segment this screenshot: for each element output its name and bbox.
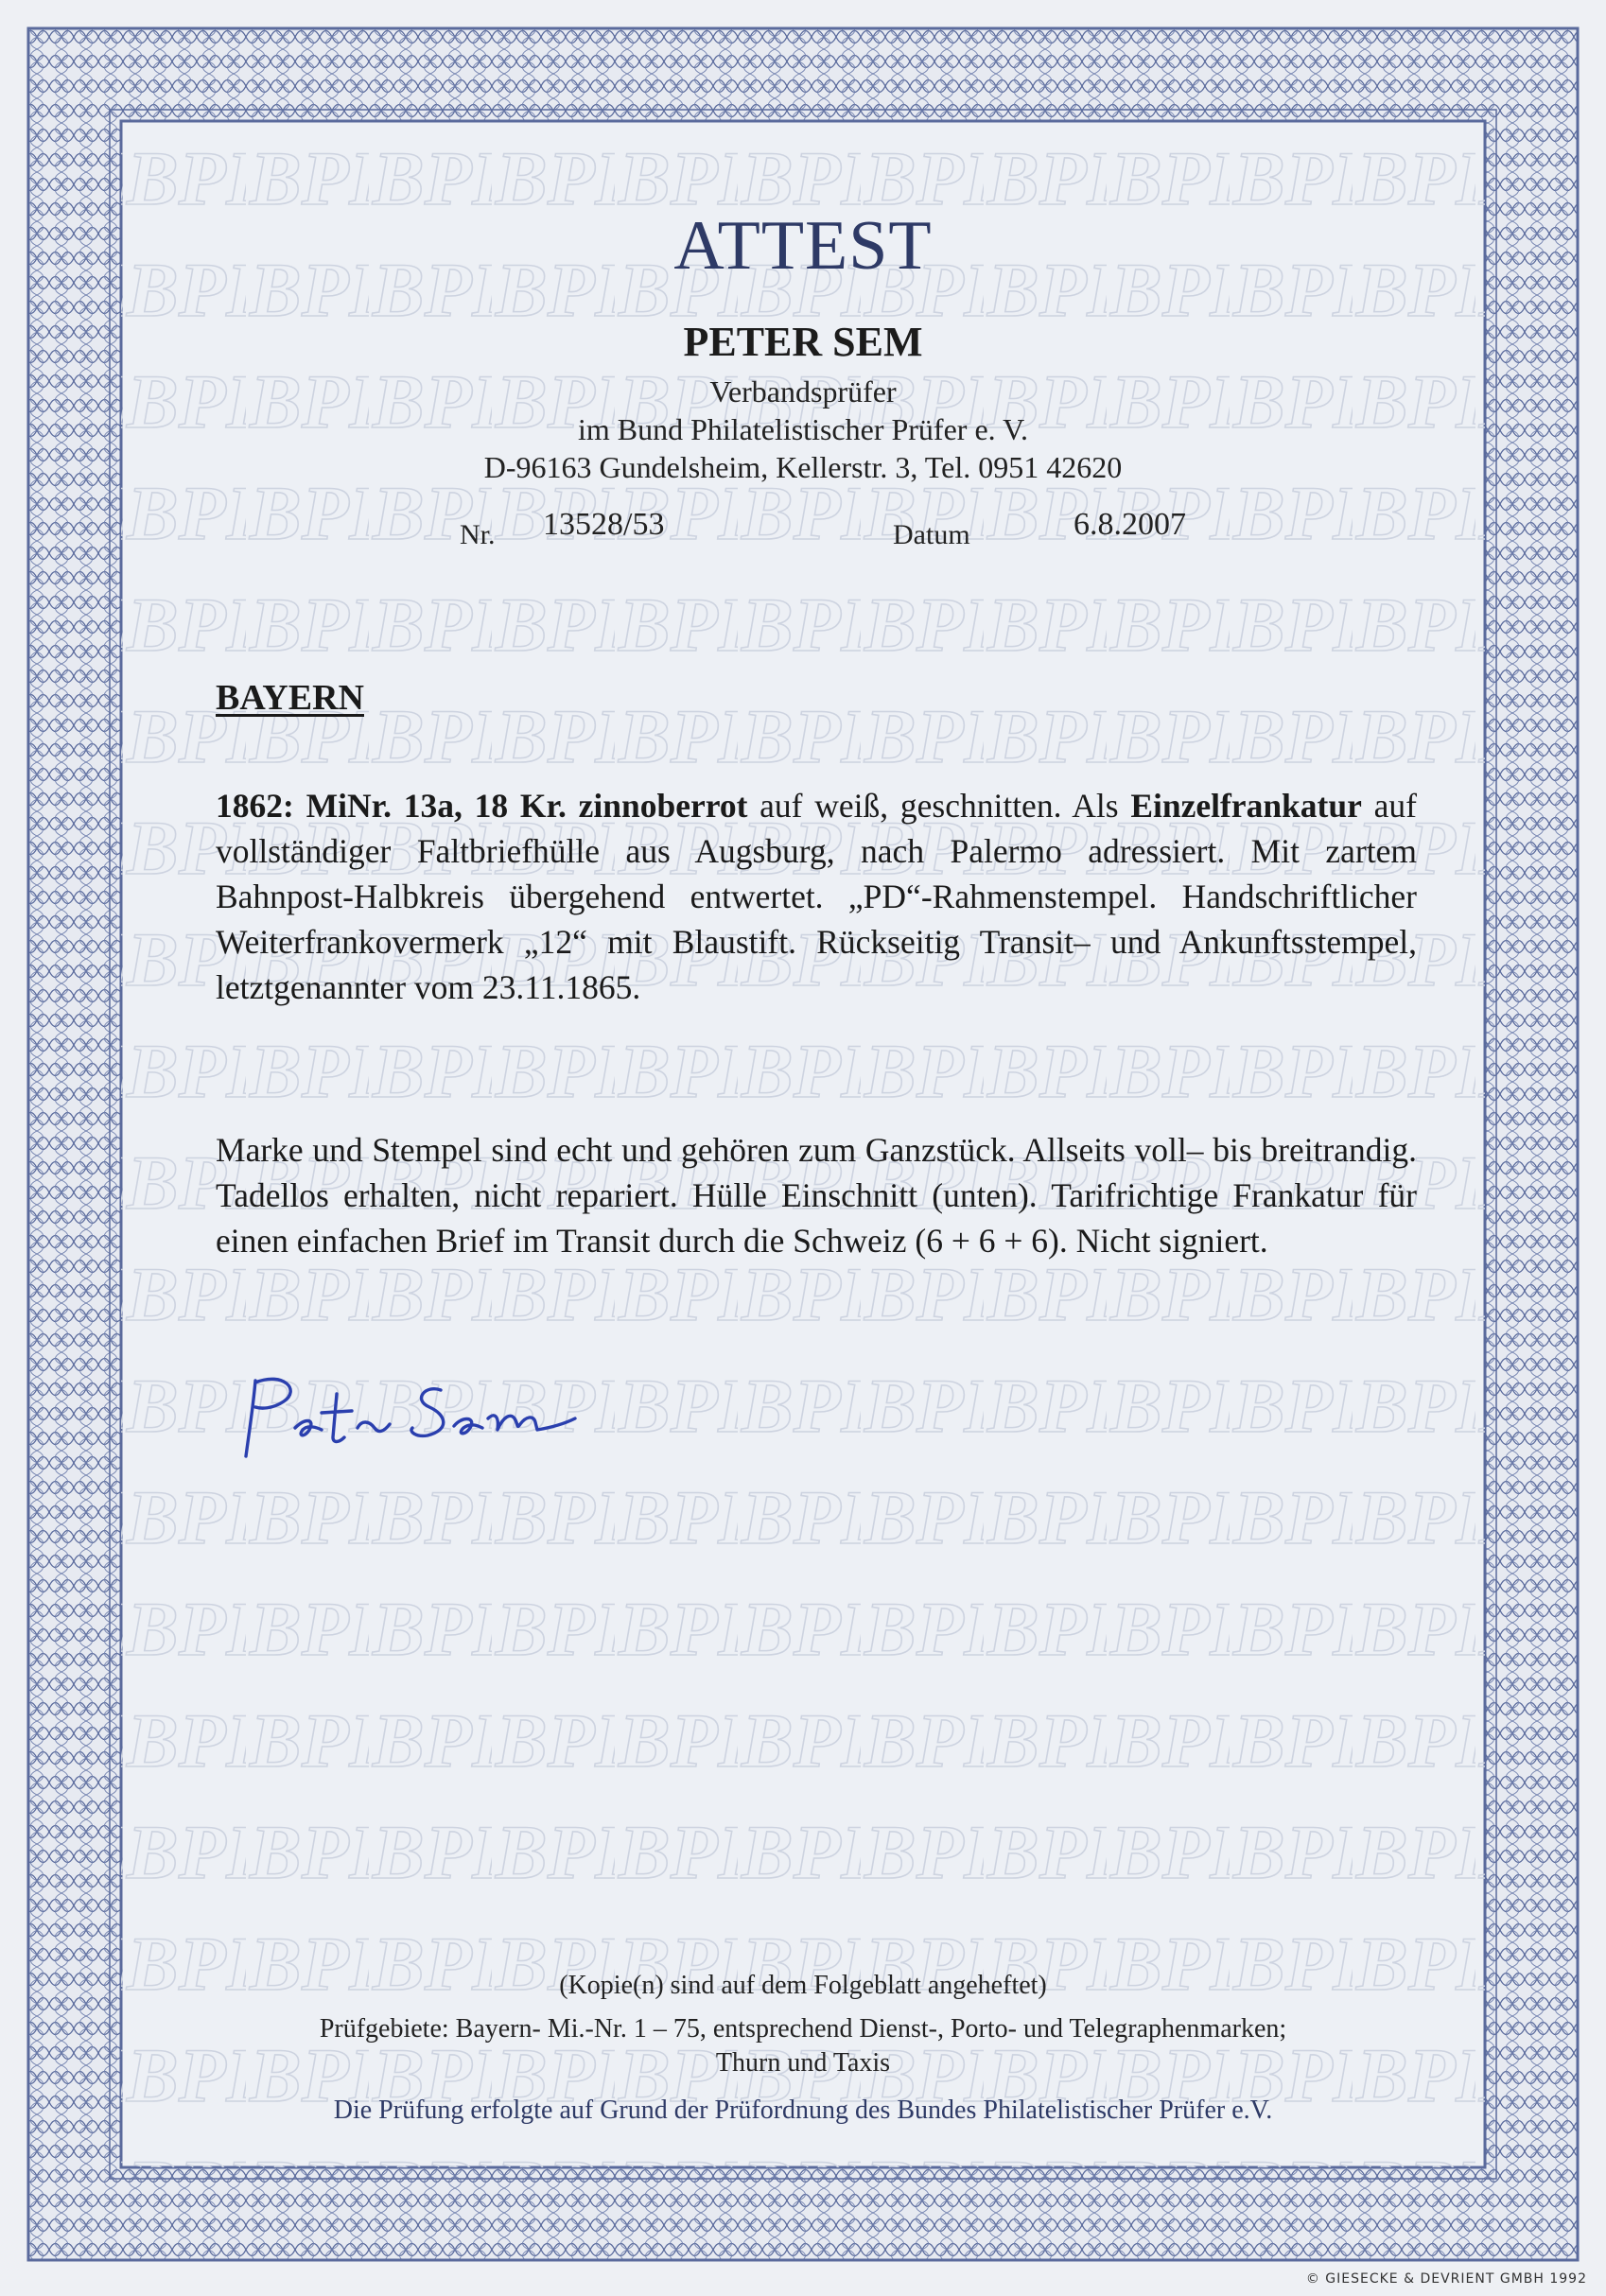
- description-text-2: auf vollständiger Faltbriefhülle aus Augsburg, nach Palermo adressiert. Mit zartem Bahnpost-Halbkreis übergehend entwertet. „PD“-Rahmenstempel. Handschriftlicher Weiterfrankovermerk „12“ mit Blaustift. Rückseitig Transit– und Ankunftsstempel, letztgenannter vom 23.11.1865.: [216, 787, 1417, 1006]
- stamp-identification: 1862: MiNr. 13a, 18 Kr. zinnoberrot: [216, 787, 748, 825]
- number-label: Nr.: [460, 519, 496, 550]
- examination-areas-line-1: Prüfgebiete: Bayern- Mi.-Nr. 1 – 75, entsprechend Dienst-, Porto- und Telegraphenmarken;: [319, 2014, 1287, 2044]
- country-heading: BAYERN: [216, 678, 364, 718]
- examiner-address: D-96163 Gundelsheim, Kellerstr. 3, Tel. 0951 42620: [483, 450, 1123, 484]
- examiner-role: Verbandsprüfer: [709, 374, 897, 409]
- regulation-note: Die Prüfung erfolgte auf Grund der Prüfordnung des Bundes Philatelistischer Prüfer e.V.: [333, 2096, 1273, 2125]
- copy-note: (Kopie(n) sind auf dem Folgeblatt angeheftet): [559, 1971, 1047, 2000]
- examiner-signature: [227, 1362, 605, 1466]
- examiner-name: PETER SEM: [683, 319, 923, 365]
- certificate-date: 6.8.2007: [1074, 507, 1186, 542]
- description-paragraph: [216, 783, 1417, 1010]
- date-label: Datum: [893, 519, 970, 550]
- certificate-title: ATTEST: [673, 207, 933, 285]
- examiner-association: im Bund Philatelistischer Prüfer e. V.: [577, 412, 1029, 446]
- examination-areas-line-2: Thurn und Taxis: [715, 2048, 891, 2078]
- printer-imprint: © GIESECKE & DEVRIENT GMBH 1992: [1305, 2271, 1587, 2287]
- description-text-1: auf weiß, geschnitten. Als: [747, 787, 1131, 825]
- franking-type: Einzelfrankatur: [1130, 787, 1362, 825]
- certificate-number: 13528/53: [543, 507, 665, 542]
- opinion-paragraph: Marke und Stempel sind echt und gehören zum Ganzstück. Allseits voll– bis breitrandig. Tadellos erhalten, nicht repariert. Hülle Einschnitt (unten). Tarifrichtige Frankatur für einen einfachen Brief im Transit durch die Schweiz (6 + 6 + 6). Nicht signiert.: [216, 1131, 1417, 1260]
